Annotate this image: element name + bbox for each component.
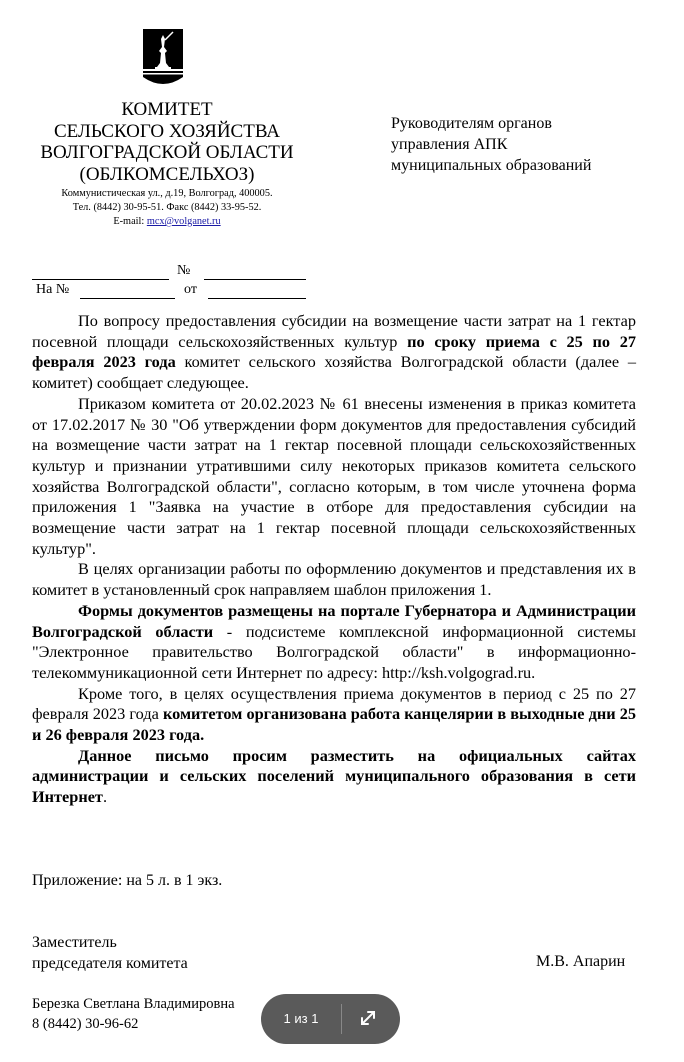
appendix-note: Приложение: на 5 л. в 1 экз. — [32, 872, 223, 889]
signer-position — [32, 932, 188, 974]
email-label: E-mail: — [113, 216, 147, 227]
outgoing-number-line — [204, 262, 306, 280]
committee-line: ВОЛГОГРАДСКОЙ ОБЛАСТИ — [40, 142, 294, 163]
email-link[interactable]: mcx@volganet.ru — [146, 216, 221, 227]
from-label: от — [184, 282, 197, 297]
volgograd-coat-of-arms-icon — [143, 29, 183, 89]
text-run: . — [102, 787, 108, 807]
addressee-line: муниципальных образований — [391, 157, 592, 174]
signer-position-line: Заместитель — [32, 934, 117, 951]
pill-divider — [341, 1004, 342, 1034]
bold-text-run: по сроку приема с 25 по 27 февраля 2023 года — [32, 331, 636, 372]
bold-text-run: Формы документов размещены на портале Губернатора и Администрации Волгоградской области — [32, 600, 636, 641]
number-sign: № — [177, 263, 191, 278]
executor-name: Березка Светлана Владимировна — [32, 996, 235, 1012]
bold-text-run: комитетом организована работа канцелярии в выходные дни 25 и 26 февраля 2023 года. — [32, 704, 636, 745]
text-run: комитет сельского хозяйства Волгоградской области (далее – комитет) сообщает следующее. — [32, 352, 637, 393]
committee-line: КОМИТЕТ — [121, 99, 213, 120]
paragraph: В целях организации работы по оформлению документов и представления их в комитет в установленный срок направляем шаблон приложения 1. — [32, 559, 636, 600]
postal-address: Коммунистическая ул., д.19, Волгоград, 400005. — [61, 188, 273, 199]
expand-arrows-icon[interactable] — [351, 1003, 385, 1035]
page-navigation-pill — [261, 994, 400, 1044]
letter-body — [32, 311, 636, 808]
committee-line: СЕЛЬСКОГО ХОЗЯЙСТВА — [53, 120, 281, 142]
paragraph — [32, 601, 636, 684]
paragraph: Приказом комитета от 20.02.2023 № 61 внесены изменения в приказ комитета от 17.02.2017 № 30 "Об утверждении форм документов для предоставления субсидий на возмещение части затрат на 1 гектар посевной площади сельскохозяйственных культур и признании утратившими силу некоторых приказов комитета сельского хозяйства Волгоградской области", согласно которым, в том числе уточнена форма приложения 1 "Заявка на участие в отборе для предоставления субсидии на возмещение части затрат на 1 гектар посевной площади сельскохозяйственных культур". — [32, 393, 636, 558]
bold-text-run: Данное письмо просим разместить на официальных сайтах администрации и сельских поселений муниципального образования в сети Интернет — [32, 745, 636, 807]
reference-label: На № — [36, 282, 70, 297]
text-run: - подсистеме комплексной информационной системы "Электронное правительство Волгоградской области" в информационно-телекоммуникационной сети Интернет по адресу: http://ksh.volgograd.ru. — [32, 621, 636, 682]
page-indicator[interactable]: 1 из 1 — [283, 1011, 319, 1026]
addressee — [391, 113, 661, 176]
phone-fax: Тел. (8442) 30-95-51. Факс (8442) 33-95-52. — [72, 202, 262, 213]
signer-name: М.В. Апарин — [536, 953, 626, 970]
committee-line: (ОБЛКОМСЕЛЬХОЗ) — [79, 163, 255, 185]
signer-position-line: председателя комитета — [32, 955, 188, 972]
registration-fields — [32, 262, 312, 300]
email-row — [28, 215, 306, 229]
executor-block — [32, 994, 235, 1034]
paragraph — [32, 746, 636, 808]
reference-date-line — [208, 281, 306, 299]
outgoing-date-line — [32, 262, 169, 280]
reference-number-line — [80, 281, 175, 299]
paragraph — [32, 684, 636, 746]
addressee-line: управления АПК — [391, 136, 508, 153]
executor-phone: 8 (8442) 30-96-62 — [32, 1016, 139, 1032]
text-run: Кроме того, в целях осуществления приема документов в период с 25 по 27 февраля 2023 года — [32, 683, 636, 724]
text-run: По вопросу предоставления субсидии на возмещение части затрат на 1 гектар посевной площади сельскохозяйственных культур — [32, 311, 636, 351]
contact-block — [28, 187, 306, 229]
paragraph — [32, 311, 636, 394]
addressee-line: Руководителям органов — [391, 115, 552, 132]
committee-name — [28, 99, 306, 185]
